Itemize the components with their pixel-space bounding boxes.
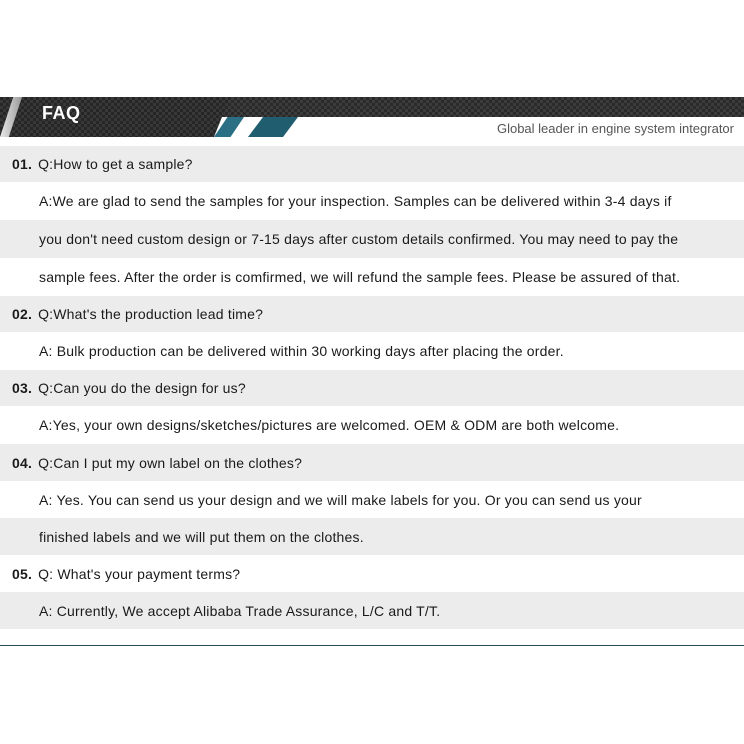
- bottom-divider: [0, 645, 744, 646]
- faq-question-text: Q:What's the production lead time?: [38, 306, 264, 322]
- faq-question-1: [0, 146, 744, 182]
- faq-question-text: Q:How to get a sample?: [38, 156, 193, 172]
- faq-question-2: [0, 296, 744, 332]
- faq-answer-line: [0, 406, 744, 444]
- faq-answer-line: [0, 332, 744, 370]
- faq-question-text: Q:Can you do the design for us?: [38, 380, 246, 396]
- faq-number: 01.: [12, 156, 33, 172]
- faq-list: [0, 146, 744, 629]
- faq-banner: [0, 97, 744, 145]
- faq-title: FAQ: [42, 103, 81, 123]
- faq-answer-text: sample fees. After the order is comfirmed, we will refund the sample fees. Please be assured of that.: [39, 269, 681, 285]
- faq-answer-text: A:We are glad to send the samples for your inspection. Samples can be delivered within 3-4 days if: [39, 193, 672, 209]
- faq-number: 02.: [12, 306, 33, 322]
- faq-question-4: [0, 444, 744, 481]
- faq-answer-line: [0, 518, 744, 555]
- faq-question-5: [0, 555, 744, 592]
- faq-answer-text: you don't need custom design or 7-15 days after custom details confirmed. You may need to pay the: [39, 231, 679, 247]
- faq-number: 03.: [12, 380, 33, 396]
- faq-answer-text: finished labels and we will put them on the clothes.: [39, 528, 364, 545]
- banner-tagline: Global leader in engine system integrator: [496, 121, 734, 136]
- faq-question-text: Q: What's your payment terms?: [38, 565, 241, 582]
- faq-answer-line: [0, 220, 744, 258]
- faq-number: 05.: [12, 565, 33, 582]
- faq-question-3: [0, 370, 744, 406]
- faq-answer-text: A: Currently, We accept Alibaba Trade Assurance, L/C and T/T.: [39, 602, 441, 619]
- faq-answer-text: A: Bulk production can be delivered within 30 working days after placing the order.: [39, 343, 564, 359]
- faq-answer-text: A:Yes, your own designs/sketches/pictures are welcomed. OEM & ODM are both welcome.: [39, 417, 620, 433]
- faq-answer-line: [0, 481, 744, 518]
- faq-answer-text: A: Yes. You can send us your design and we will make labels for you. Or you can send us your: [39, 491, 642, 508]
- faq-answer-line: [0, 258, 744, 296]
- banner-carbon-panel: [0, 97, 230, 137]
- faq-number: 04.: [12, 454, 33, 471]
- banner-stripe-icon: [248, 117, 298, 137]
- faq-answer-line: [0, 592, 744, 629]
- faq-answer-line: [0, 182, 744, 220]
- faq-question-text: Q:Can I put my own label on the clothes?: [38, 454, 303, 471]
